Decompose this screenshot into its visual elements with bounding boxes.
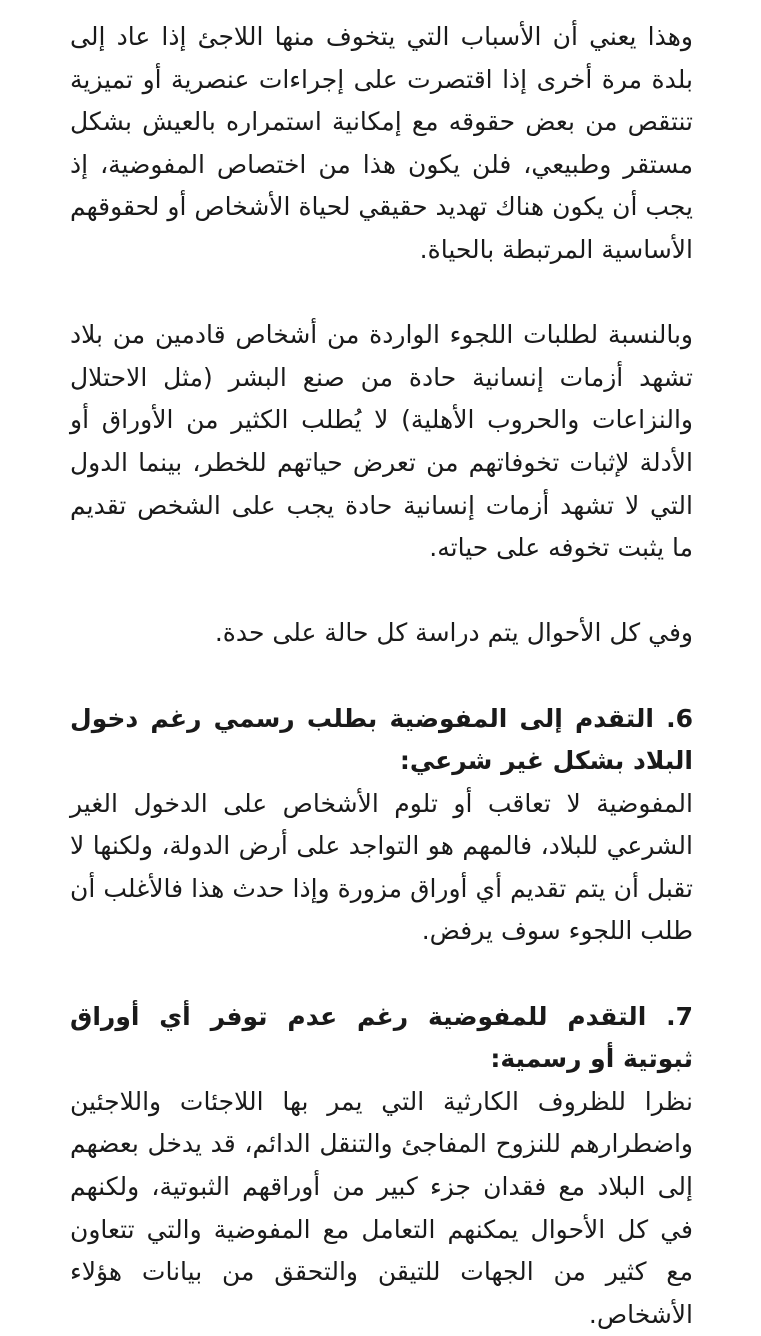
paragraph-return-risk: وهذا يعني أن الأسباب التي يتخوف منها اللاجئ إذا عاد إلى بلدة مرة أخرى إذا اقتصرت على إجراءات عنصرية أو تميزية تنتقص من بعض حقوقه مع إمكانية استمراره بالعيش بشكل مستقر وطبيعي، فلن يكون هذا من اختصاص المفوضية، إذ يجب أن يكون هناك تهديد حقيقي لحياة الأشخاص أو لحقوقهم الأساسية المرتبطة بالحياة.: [70, 22, 693, 264]
paragraph-missing-documents: نظرا للظروف الكارثية التي يمر بها اللاجئات واللاجئين واضطرارهم للنزوح المفاجئ والتنقل الدائم، قد يدخل بعضهم إلى البلاد مع فقدان جزء كبير من أوراقهم الثبوتية، ولكنهم في كل الأحوال يمكنهم التعامل مع المفوضية والتي تتعاون مع كثير من الجهات للتيقن والتحقق من بيانات هؤلاء الأشخاص.: [70, 1086, 693, 1329]
article-body: [70, 16, 693, 1336]
paragraph-gap: [70, 570, 693, 613]
paragraph-crisis-countries: وبالنسبة لطلبات اللجوء الواردة من أشخاص قادمين من بلاد تشهد أزمات إنسانية حادة من صنع البشر (مثل الاحتلال والنزاعات والحروب الأهلية) لا يُطلب الكثير من الأوراق أو الأدلة لإثبات تخوفاتهم من تعرض حياتهم للخطر، بينما الدول التي لا تشهد أزمات إنسانية حادة يجب على الشخص تقديم ما يثبت تخوفه على حياته.: [70, 320, 693, 563]
section-heading-7: 7. التقدم للمفوضية رغم عدم توفر أي أوراق ثبوتية أو رسمية:: [70, 1001, 693, 1074]
section-heading-6: 6. التقدم إلى المفوضية بطلب رسمي رغم دخول البلاد بشكل غير شرعي:: [70, 703, 693, 776]
paragraph-illegal-entry: المفوضية لا تعاقب أو تلوم الأشخاص على الدخول الغير الشرعي للبلاد، فالمهم هو التواجد على أرض الدولة، ولكنها لا تقبل أن يتم تقديم أي أوراق مزورة وإذا حدث هذا فالأغلب أن طلب اللجوء سوف يرفض.: [70, 788, 693, 946]
paragraph-case-by-case: وفي كل الأحوال يتم دراسة كل حالة على حدة.: [214, 618, 693, 648]
paragraph-gap: [70, 953, 693, 996]
paragraph-gap: [70, 655, 693, 698]
paragraph-gap: [70, 272, 693, 315]
